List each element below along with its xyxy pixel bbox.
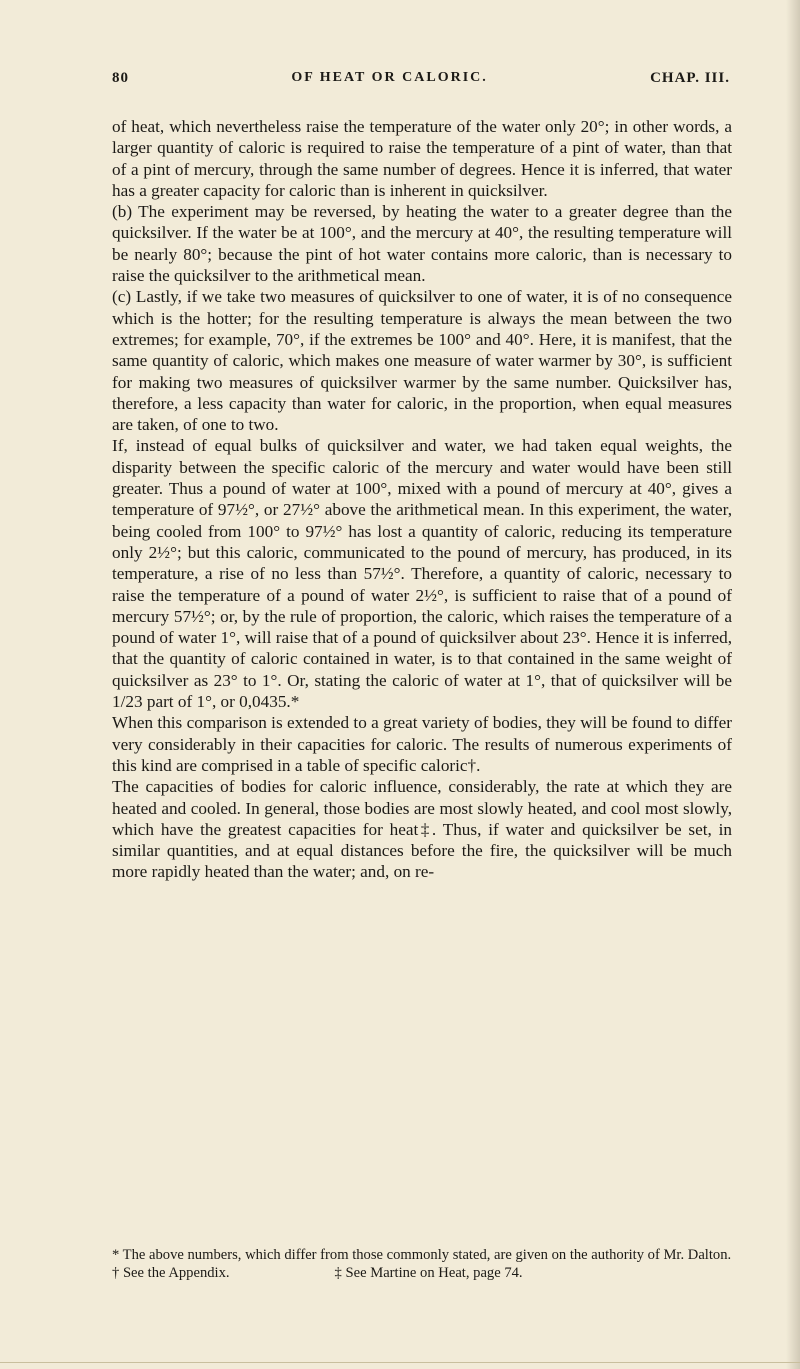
chapter-label: CHAP. III. — [650, 69, 730, 86]
footnote-row — [112, 1264, 732, 1282]
paragraph: When this comparison is extended to a great variety of bodies, they will be found to differ very considerably in their capacities for caloric. The results of numerous experiments of this kind are comprised in a table of specific caloric†. — [112, 713, 732, 775]
paragraph: of heat, which nevertheless raise the temperature of the water only 20°; in other words, a larger quantity of caloric is required to raise the temperature of a pint of water, than that of a pint of mercury, through the same number of degrees. Hence it is inferred, that water has a greater capacity for caloric than is inherent in quicksilver. — [112, 117, 732, 200]
page-edge-shadow — [786, 0, 800, 1369]
footnote-double-dagger: ‡ See Martine on Heat, page 74. — [334, 1265, 523, 1281]
running-title: OF HEAT OR CALORIC. — [291, 70, 488, 85]
footnote-dagger: † See the Appendix. — [112, 1265, 230, 1281]
page-bottom-edge — [0, 1362, 800, 1363]
footnote-star: * The above numbers, which differ from those commonly stated, are given on the authority of Mr. Dalton. — [112, 1247, 732, 1263]
footnotes — [112, 1246, 732, 1282]
paragraph: If, instead of equal bulks of quicksilver and water, we had taken equal weights, the disparity between the specific caloric of the mercury and water would have been still greater. Thus a pound of water at 100°, mixed with a pound of mercury at 40°, gives a temperature of 97½°, or 27½° above the arithmetical mean. In this experiment, the water, being cooled from 100° to 97½° has lost a quantity of caloric, reducing its temperature only 2½°; but this caloric, communicated to the pound of mercury, has produced, in its temperature, a rise of no less than 57½°. Therefore, a quantity of caloric, necessary to raise the temperature of a pound of water 2½°, is sufficient to raise that of a pound of mercury 57½°; or, by the rule of proportion, the caloric, which raises the temperature of a pound of water 1°, will raise that of a pound of quicksilver about 23°. Hence it is inferred, that the quantity of caloric contained in water, is to that contained in the same weight of quicksilver as 23° to 1°. Or, stating the caloric of water at 1°, that of quicksilver will be 1/23 part of 1°, or 0,0435.* — [112, 436, 732, 712]
paragraph: (b) The experiment may be reversed, by heating the water to a greater degree than the quicksilver. If the water be at 100°, and the mercury at 40°, the resulting temperature will be nearly 80°; because the pint of hot water contains more caloric, than is necessary to raise the quicksilver to the arithmetical mean. — [112, 202, 732, 286]
running-head — [112, 64, 730, 92]
paragraph: The capacities of bodies for caloric influence, considerably, the rate at which they are heated and cooled. In general, those bodies are most slowly heated, and cool most slowly, which have the greatest capacities for heat‡. Thus, if water and quicksilver be set, in similar quantities, and at equal distances before the fire, the quicksilver will be much more rapidly heated than the water; and, on re- — [112, 777, 732, 882]
page-number: 80 — [112, 69, 129, 86]
body-text — [112, 116, 732, 883]
paragraph: (c) Lastly, if we take two measures of quicksilver to one of water, it is of no consequence which is the hotter; for the resulting temperature is always the mean between the two extremes; for example, 70°, if the extremes be 100° and 40°. Here, it is manifest, that the same quantity of caloric, which makes one measure of water warmer by 30°, is sufficient for making two measures of quicksilver warmer by the same number. Quicksilver has, therefore, a less capacity than water for caloric, in the proportion, when equal measures are taken, of one to two. — [112, 287, 732, 435]
